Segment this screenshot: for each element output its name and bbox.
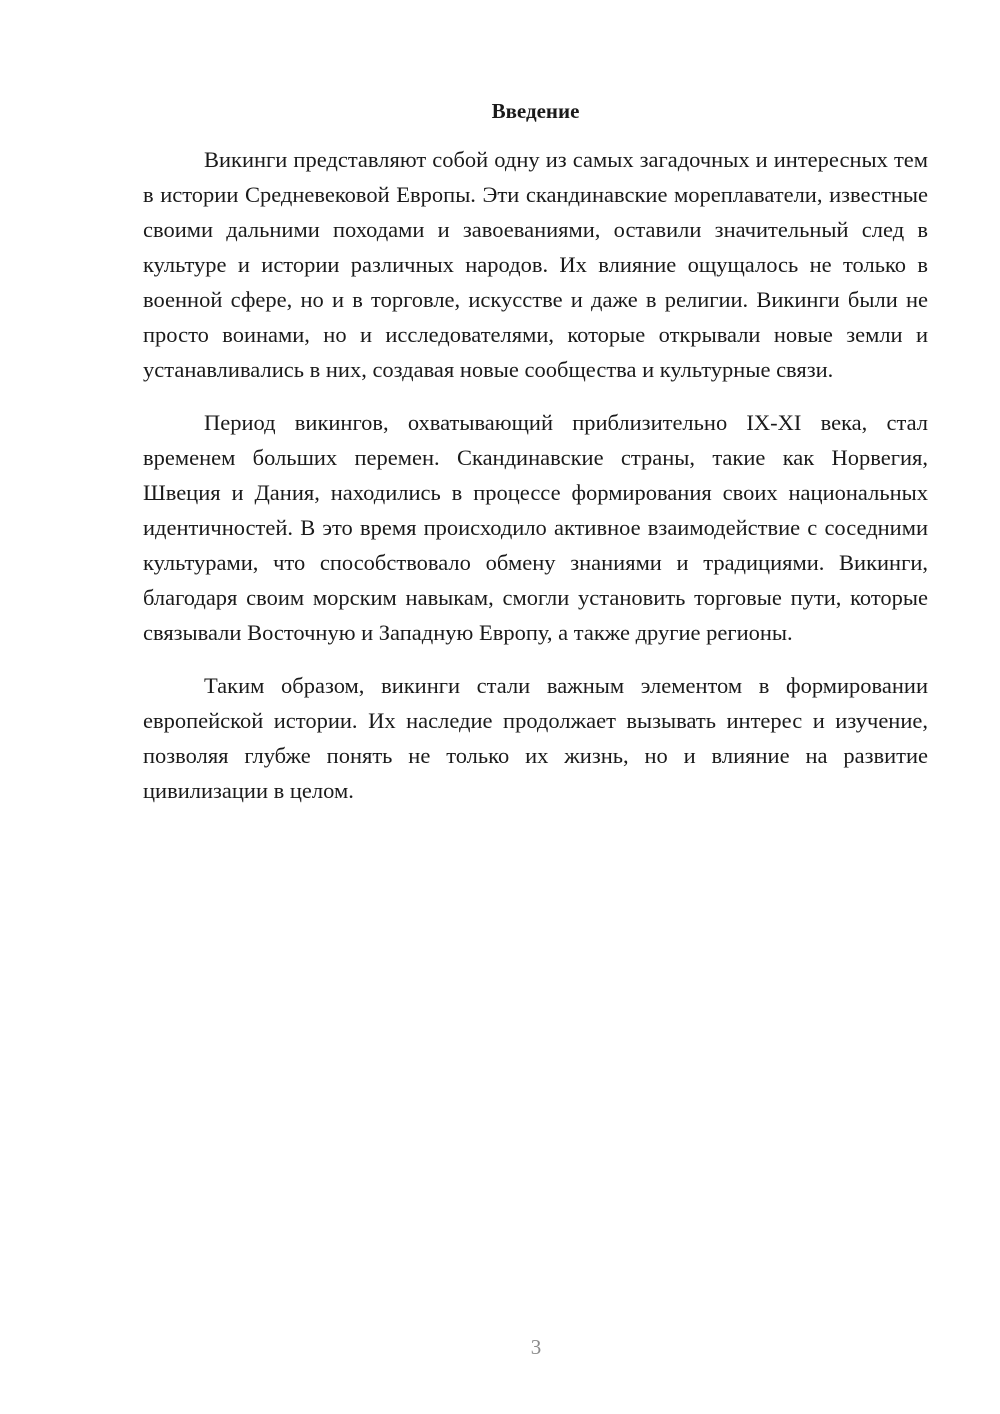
paragraph-1: Викинги представляют собой одну из самых загадочных и интересных тем в истории Средневековой Европы. Эти скандинавские мореплаватели, известные своими дальними походами и завоеваниями, оставили значительный след в культуре и истории различных народов. Их влияние ощущалось не только в военной сфере, но и в торговле, искусстве и даже в религии. Викинги были не просто воинами, но и исследователями, которые открывали новые земли и устанавливались в них, создавая новые сообщества и культурные связи. [143,147,928,382]
paragraph-3: Таким образом, викинги стали важным элементом в формировании европейской истории. Их наследие продолжает вызывать интерес и изучение, позволяя глубже понять не только их жизнь, но и влияние на развитие цивилизации в целом. [143,673,928,803]
page-title: Введение [491,99,580,123]
page-number: 3 [530,1335,542,1359]
paragraph-2: Период викингов, охватывающий приблизительно IX-XI века, стал временем больших перемен. Скандинавские страны, такие как Норвегия, Швеция и Дания, находились в процессе формирования своих национальных идентичностей. В это время происходило активное взаимодействие с соседними культурами, что способствовало обмену знаниями и традициями. Викинги, благодаря своим морским навыкам, смогли установить торговые пути, которые связывали Восточную и Западную Европу, а также другие регионы. [143,410,928,645]
body-text [143,142,928,826]
